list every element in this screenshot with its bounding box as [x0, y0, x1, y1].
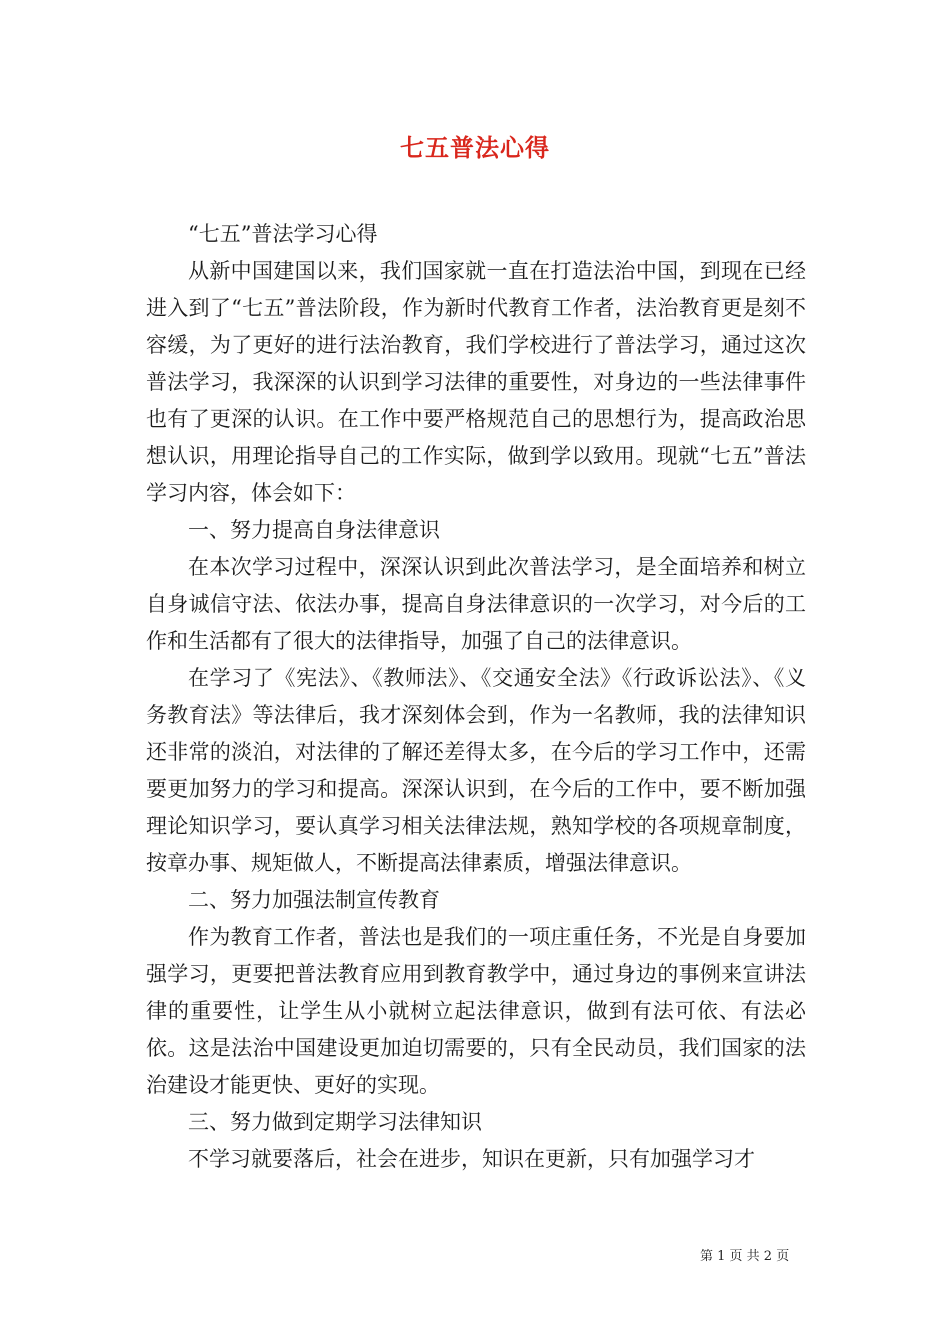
section-heading-1: 一、努力提高自身法律意识 — [188, 518, 440, 542]
document-body — [146, 216, 806, 1178]
section-heading-3: 三、努力做到定期学习法律知识 — [188, 1110, 482, 1134]
body-paragraph: 在本次学习过程中，深深认识到此次普法学习，是全面培养和树立自身诚信守法、依法办事，提高自身法律意识的一次学习，对今后的工作和生活都有了很大的法律指导，加强了自己的法律意识。 — [146, 555, 806, 653]
intro-paragraph: 从新中国建国以来，我们国家就一直在打造法治中国，到现在已经进入到了“七五”普法阶段，作为新时代教育工作者，法治教育更是刻不容缓，为了更好的进行法治教育，我们学校进行了普法学习，通过这次普法学习，我深深的认识到学习法律的重要性，对身边的一些法律事件也有了更深的认识。在工作中要严格规范自己的思想行为，提高政治思想认识，用理论指导自己的工作实际，做到学以致用。现就“七五”普法学习内容，体会如下： — [146, 259, 806, 505]
body-paragraph: 不学习就要落后，社会在进步，知识在更新，只有加强学习才 — [188, 1147, 755, 1171]
body-paragraph: 在学习了《宪法》、《教师法》、《交通安全法》《行政诉讼法》、《义务教育法》等法律后，我才深刻体会到，作为一名教师，我的法律知识还非常的淡泊，对法律的了解还差得太多，在今后的学习工作中，还需要更加努力的学习和提高。深深认识到，在今后的工作中，要不断加强理论知识学习，要认真学习相关法律法规，熟知学校的各项规章制度，按章办事、规矩做人，不断提高法律素质，增强法律意识。 — [146, 666, 806, 875]
page-number-footer: 第 1 页 共 2 页 — [700, 1249, 790, 1264]
body-paragraph: 作为教育工作者，普法也是我们的一项庄重任务，不光是自身要加强学习，更要把普法教育应用到教育教学中，通过身边的事例来宣讲法律的重要性，让学生从小就树立起法律意识，做到有法可依、有法必依。这是法治中国建设更加迫切需要的，只有全民动员，我们国家的法治建设才能更快、更好的实现。 — [146, 925, 806, 1097]
document-title: 七五普法心得 — [400, 133, 550, 162]
subtitle-paragraph: “七五”普法学习心得 — [188, 222, 378, 246]
section-heading-2: 二、努力加强法制宣传教育 — [188, 888, 440, 912]
